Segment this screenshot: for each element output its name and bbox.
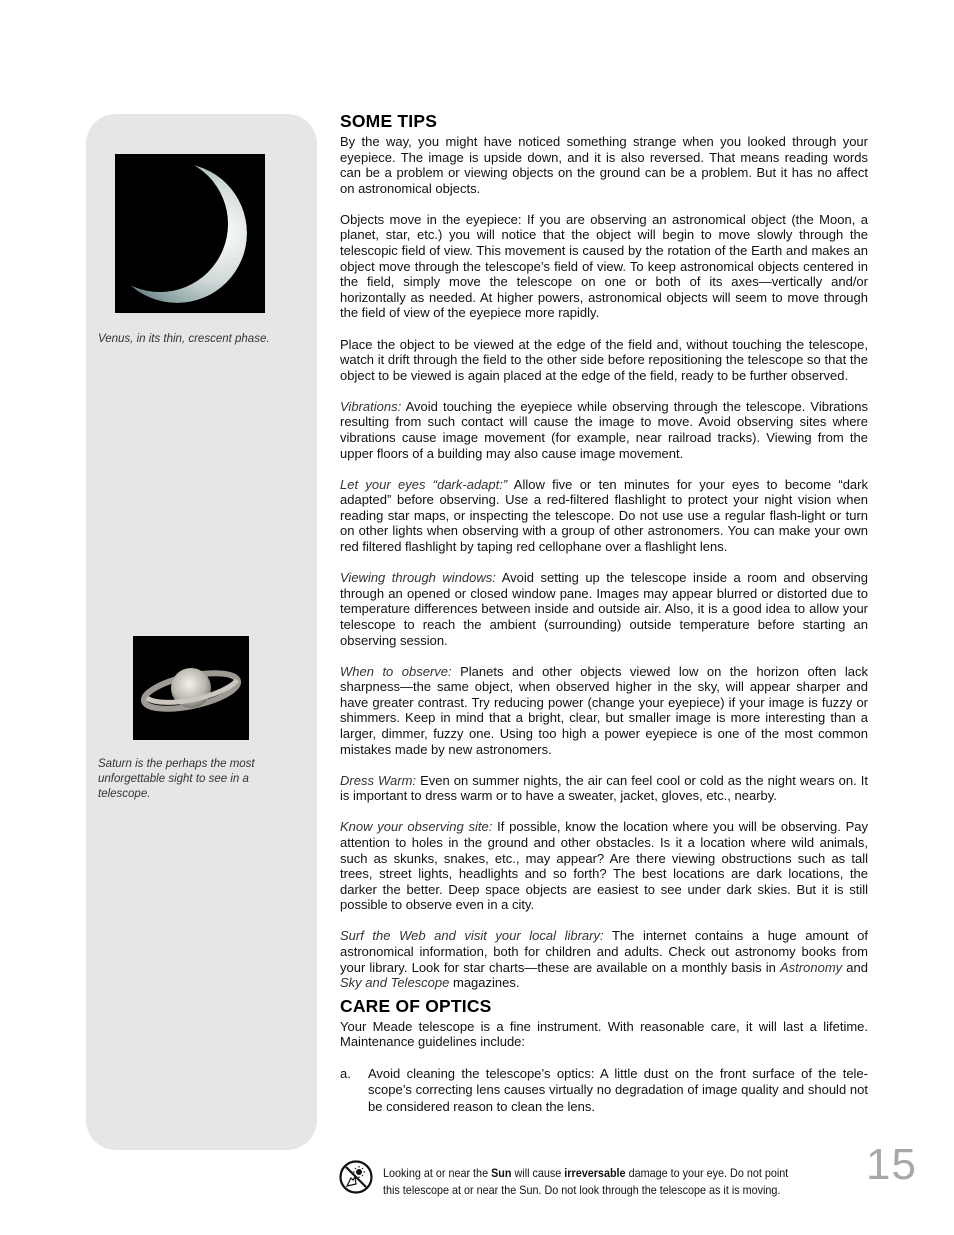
tip-text: Even on summer nights, the air can feel cool or cold as the night wears on. It is important to dress warm or to have a sweater, jacket, gloves, etc., nearby. bbox=[340, 772, 868, 804]
tip-lead: Viewing through windows: bbox=[340, 570, 496, 586]
no-sun-viewing-icon bbox=[339, 1160, 373, 1194]
tips-paragraph-3: Place the object to be viewed at the edge of the field and, without touching the telescope, watch it drift through the field to the other side before repositioning the telescope so that the object to be viewed is again placed at the edge of the field, ready to be further observed. bbox=[340, 336, 868, 383]
tip-text-end: magazines. bbox=[449, 975, 520, 991]
tip-lead: When to observe: bbox=[340, 663, 452, 679]
warning-sun: Sun bbox=[491, 1166, 512, 1180]
saturn-caption: Saturn is the perhaps the most unforgettable sight to see in a telescope. bbox=[98, 758, 255, 800]
tip-observing-site bbox=[340, 819, 868, 913]
tip-when-to-observe bbox=[340, 664, 868, 758]
saturn-photo bbox=[133, 636, 249, 740]
tip-lead: Surf the Web and visit your local library: bbox=[340, 928, 604, 944]
tip-dark-adapt bbox=[340, 477, 868, 555]
tips-paragraph-1: By the way, you might have noticed something strange when you looked through your eyepiece. The image is upside down, and it is also reversed. That means reading words can be a problem or viewing objects on the ground can be a problem. But it has no affect on astronomical objects. bbox=[340, 134, 868, 196]
page-number: 15 bbox=[866, 1140, 917, 1189]
warning-irreversable: irreversable bbox=[564, 1166, 626, 1180]
warning-text-part: damage to your eye. Do not point this telescope at or near the Sun. Do not look through the telescope as it is moving. bbox=[383, 1166, 789, 1197]
tip-text: If possible, know the location where you will be observing. Pay attention to holes in the ground and other obstacles. Is it a location where wild animals, such as skunks, snakes, etc., may appear? Are there viewing obstructions such as tall trees, street lights, headlights and so forth? The best locations are dark locations, the darker the better. Deep space objects are easiest to see under dark skies. But it is still possible to observe even in a city. bbox=[340, 819, 869, 913]
tip-text: Avoid setting up the telescope inside a room and observing through an opened or closed window pane. Images may appear blurred or distorted due to temperature differences between inside and outside air. Also, it is a good idea to allow your telescope to reach the ambient (surrounding) outside temperature before starting an observing session. bbox=[340, 570, 868, 648]
tip-text: The internet contains a huge amount of astronomical information, both for children and adults. Check out astronomy books from your library. Look for star charts—these are available on a monthly basis in bbox=[340, 928, 868, 975]
tip-text: Avoid touching the eyepiece while observing through the telescope. Vibrations resulting from such contact will cause the image to move. Avoid observing sites where vibrations cause image movement (for example, near railroad tracks). Viewing from the upper floors of a building may also cause image movement. bbox=[340, 398, 868, 461]
venus-photo bbox=[115, 154, 265, 313]
list-marker: a. bbox=[340, 1065, 351, 1081]
care-intro: Your Meade telescope is a fine instrument. With reasonable care, it will last a lifetime. Maintenance guidelines include: bbox=[340, 1018, 868, 1050]
warning-text-part: Looking at or near the bbox=[383, 1166, 492, 1180]
tip-dress-warm bbox=[340, 773, 868, 804]
main-content bbox=[340, 110, 868, 1115]
tips-paragraph-2: Objects move in the eyepiece: If you are observing an astronomical object (the Moon, a planet, star, etc.) you will notice that the object will begin to move slowly through the telescopic field of view. This movement is caused by the rotation of the Earth and makes an object move through the telescope’s field of view. To keep astronomical objects centered in the field, simply move the telescope on one or both of its axes—vertically and/or horizontally as needed. At higher powers, astronomical objects will seem to move through the field of view of the eyepiece more rapidly. bbox=[340, 211, 868, 321]
tip-windows bbox=[340, 570, 868, 648]
tip-text: Planets and other objects viewed low on the horizon often lack sharpness—the same object, when observed higher in the sky, will appear sharper and have greater contrast. Try reducing power (change your eyepiece) if your image is fuzzy or shimmers. Keep in mind that a bright, clear, but smaller image is more interesting than a larger, dimmer, fuzzy one. Using too high a power eyepiece is one of the most common mistakes made by new astronomers. bbox=[340, 663, 869, 757]
section-title-care-of-optics: CARE OF OPTICS bbox=[340, 995, 492, 1016]
tip-lead: Know your observing site: bbox=[340, 819, 493, 835]
tip-lead: Dress Warm: bbox=[340, 772, 417, 788]
warning-text bbox=[383, 1165, 806, 1199]
venus-caption: Venus, in its thin, crescent phase. bbox=[98, 333, 270, 345]
tip-surf-the-web bbox=[340, 928, 868, 990]
tip-lead: Vibrations: bbox=[340, 398, 402, 414]
magazine-astronomy: Astronomy bbox=[780, 959, 843, 975]
list-item-text: Avoid cleaning the telescope’s optics: A little dust on the front surface of the tele-scope’s correcting lens causes virtually no degradation of image quality and should not be considered reason to clean the lens. bbox=[368, 1065, 868, 1114]
section-title-some-tips: SOME TIPS bbox=[340, 111, 438, 131]
tip-text-and: and bbox=[842, 959, 868, 975]
magazine-sky-and-telescope: Sky and Telescope bbox=[340, 975, 450, 991]
warning-text-part: will cause bbox=[511, 1166, 565, 1180]
tip-text: Allow five or ten minutes for your eyes to become “dark adapted” before observing. Use a red-filtered flashlight to protect your night vision when reading star maps, or inspecting the telescope. Do not use use a regular flash-light or turn on other lights when observing with a group of other astronomers. You can make your own red filtered flashlight by taping red cellophane over a flashlight lens. bbox=[340, 476, 868, 555]
list-item bbox=[340, 1066, 868, 1116]
tip-lead: Let your eyes “dark-adapt:” bbox=[340, 476, 508, 492]
tip-vibrations bbox=[340, 399, 868, 461]
